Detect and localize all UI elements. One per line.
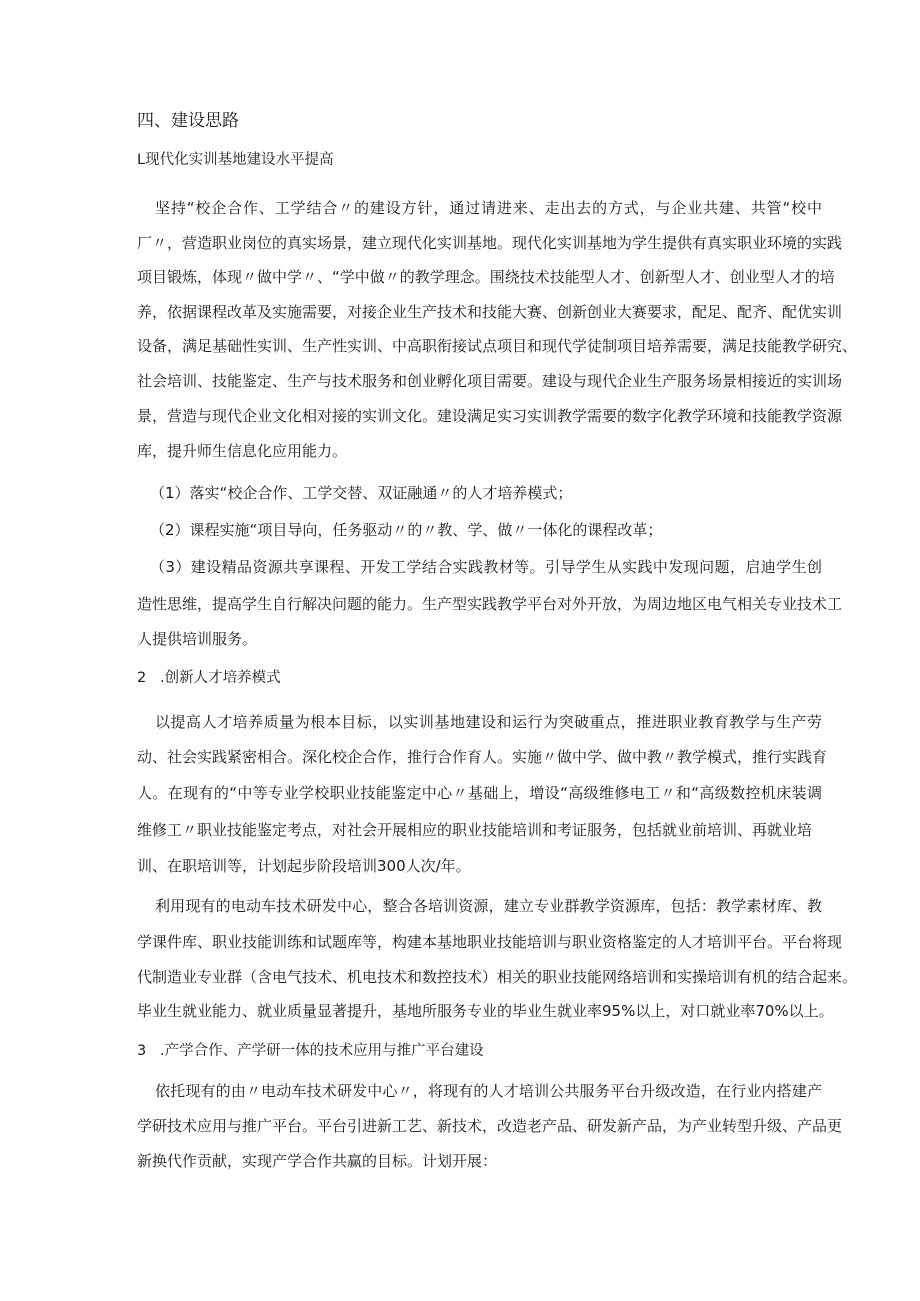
sec2-p1-line: 维修工〃职业技能鉴定考点，对社会开展相应的职业技能培训和考证服务，包括就业前培训、再就业培 <box>137 821 813 839</box>
sec1-p1-line: 社会培训、技能鉴定、生产与技术服务和创业孵化项目需要。建设与现代企业生产服务场景相接近的实训场 <box>137 372 843 390</box>
sec2-p1-line: 训、在职培训等，计划起步阶段培训300人次/年。 <box>137 857 471 875</box>
sec1-p1-line: 设备，满足基础性实训、生产性实训、中高职衔接试点项目和现代学徒制项目培养需要，满足技能教学研究、 <box>137 337 858 355</box>
sec1-p1-line: 坚持“校企合作、工学结合〃的建设方针，通过请进来、走出去的方式，与企业共建、共管“校中 <box>155 199 822 217</box>
sec3-title: 3 .产学合作、产学研一体的技术应用与推广平台建设 <box>137 1043 484 1059</box>
sec1-p1-line: 厂〃，营造职业岗位的真实场景，建立现代化实训基地。现代化实训基地为学生提供有真实职业环境的实践 <box>137 234 843 252</box>
sec3-p1-line: 新换代作贡献，实现产学合作共赢的目标。计划开展： <box>137 1152 498 1170</box>
sec1-p1-line: 养，依据课程改革及实施需要，对接企业生产技术和技能大赛、创新创业大赛要求，配足、配齐、配优实训 <box>137 303 843 321</box>
sec1-p1-line: 库，提升师生信息化应用能力。 <box>137 442 348 460</box>
sec2-title: 2 .创新人才培养模式 <box>137 670 281 686</box>
sec1-p1-line: 项目锻炼，体现〃做中学〃、“学中做〃的教学理念。围绕技术技能型人才、创新型人才、创业型人才的培 <box>137 268 835 286</box>
section-heading: 四、建设思路 <box>137 111 239 131</box>
sec2-p2-line: 毕业生就业能力、就业质量显著提升，基地所服务专业的毕业生就业率95%以上，对口就业率70%以上。 <box>137 1002 834 1020</box>
sec1-p1-line: 景，营造与现代企业文化相对接的实训文化。建设满足实习实训教学需要的数字化教学环境和技能教学资源 <box>137 407 843 425</box>
sec1-item-line: 人提供培训服务。 <box>137 630 258 648</box>
sec3-p1-line: 依托现有的由〃电动车技术研发中心〃，将现有的人才培训公共服务平台升级改造，在行业内搭建产 <box>155 1082 822 1100</box>
sec1-title: L现代化实训基地建设水平提高 <box>137 152 334 168</box>
sec1-item: （2）课程实施“项目导向，任务驱动〃的〃教、学、做〃一体化的课程改革； <box>150 521 663 539</box>
sec2-p1-line: 以提高人才培养质量为根本目标，以实训基地建设和运行为突破重点，推进职业教育教学与生产劳 <box>155 713 822 731</box>
sec1-item: （3）建设精品资源共享课程、开发工学结合实践教材等。引导学生从实践中发现问题，启迪学生创 <box>150 558 822 576</box>
sec1-item-line: 造性思维，提高学生自行解决问题的能力。生产型实践教学平台对外开放，为周边地区电气相关专业技术工 <box>137 595 843 613</box>
sec2-p2-line: 代制造业专业群（含电气技术、机电技术和数控技术）相关的职业技能网络培训和实操培训有机的结合起来。 <box>137 968 858 986</box>
sec2-p2-line: 利用现有的电动车技术研发中心，整合各培训资源，建立专业群教学资源库，包括：教学素材库、教 <box>155 897 822 915</box>
sec1-item: （1）落实“校企合作、工学交替、双证融通〃的人才培养模式； <box>150 484 573 502</box>
sec3-p1-line: 学研技术应用与推广平台。平台引进新工艺、新技术，改造老产品、研发新产品，为产业转型升级、产品更 <box>137 1117 843 1135</box>
sec2-p2-line: 学课件库、职业技能训练和试题库等，构建本基地职业技能培训与职业资格鉴定的人才培训平台。平台将现 <box>137 933 843 951</box>
sec2-p1-line: 人。在现有的“中等专业学校职业技能鉴定中心〃基础上，增设“高级维修电工〃和“高级数控机床装调 <box>137 784 822 802</box>
sec2-p1-line: 动、社会实践紧密相合。深化校企合作，推行合作育人。实施〃做中学、做中教〃教学模式，推行实践育 <box>137 748 828 766</box>
